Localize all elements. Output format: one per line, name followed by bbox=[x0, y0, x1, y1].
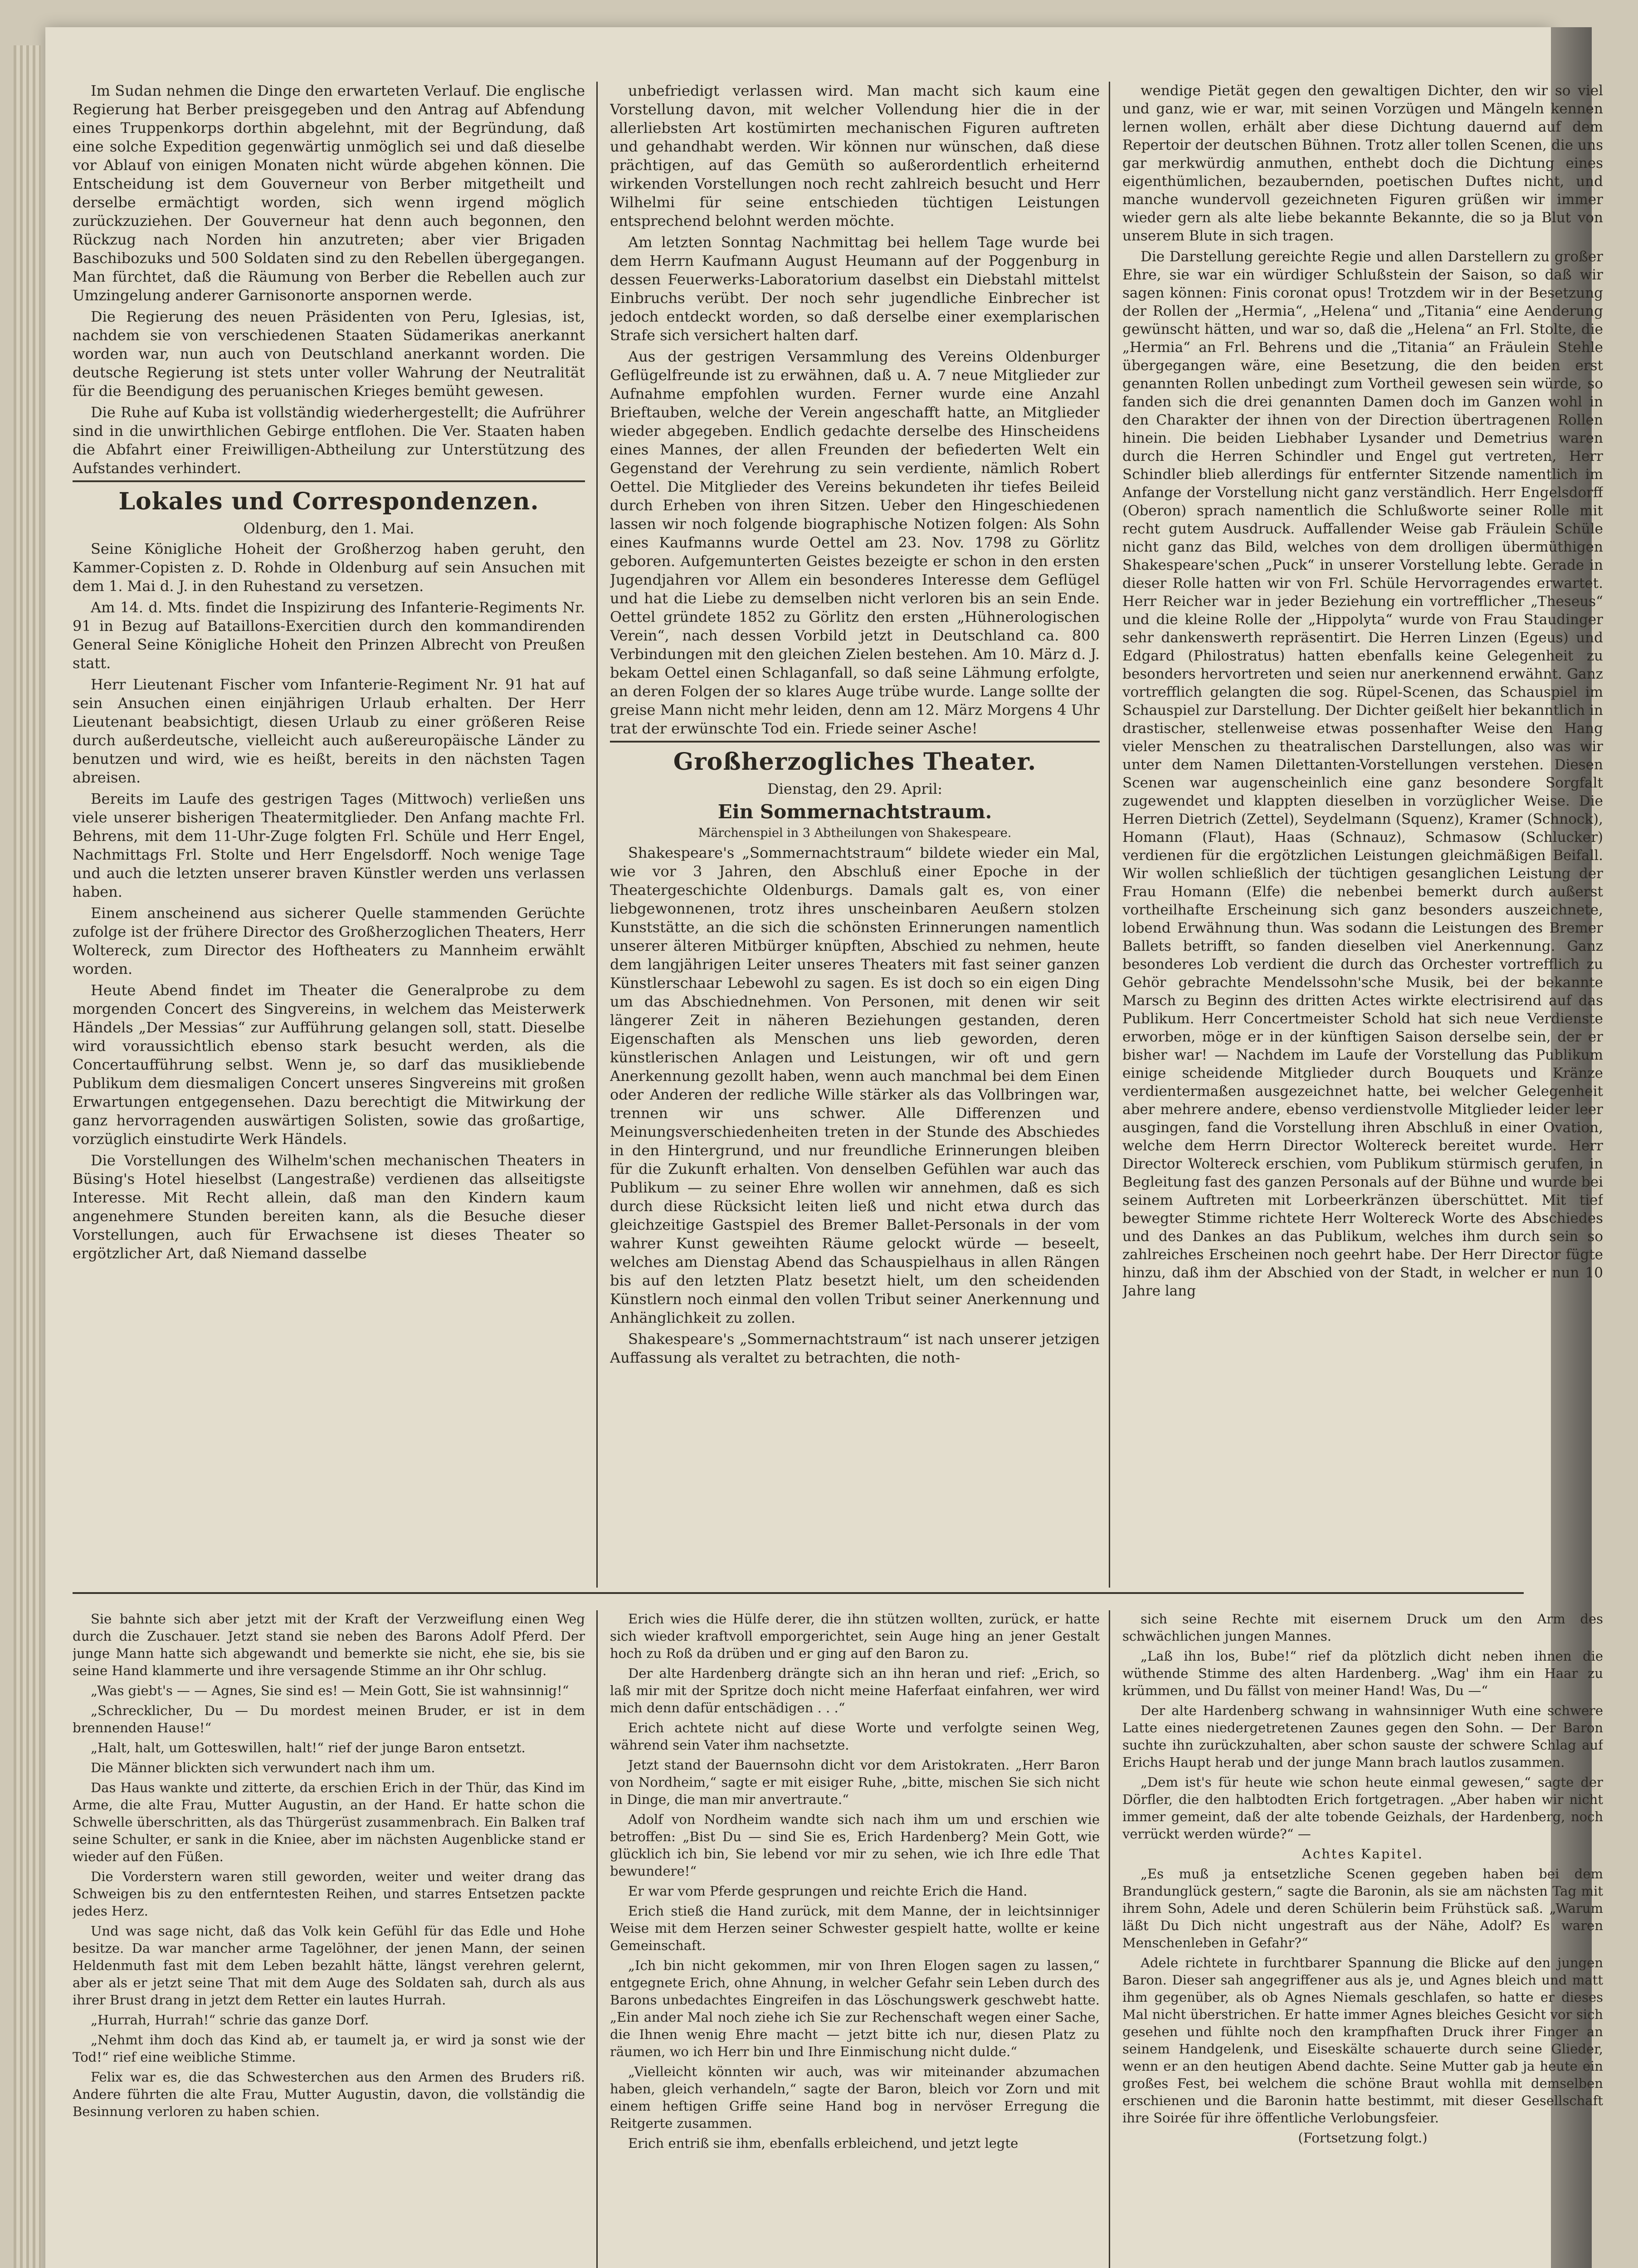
novel-paragraph: Adolf von Nordheim wandte sich nach ihm um und erschien wie betroffen: „Bist Du — sind Sie es, Erich Hardenberg? Mein Gott, wie glücklich ich bin, Sie lebend vor mir zu sehen, wie ich Ihre edle That bewundere!“ bbox=[610, 1812, 1100, 1879]
review-paragraph-4: Die Darstellung gereichte Regie und allen Darstellern zu großer Ehre, sie war ein würdiger Schlußstein der Saison, so daß wir sagen können: Finis coronat opus! Trotzdem wir in der Besetzung der Rollen der „Hermia“, „Helena“ und „Titania“ eine Aenderung gewünscht hätten, und war so, daß die „Helena“ an Frl. Stolte, die „Hermia“ an Frl. Behrens und die „Titania“ an Fräulein Stehle übergegangen wäre, eine Besetzung, die den beiden erst genannten Rollen unbedingt zum Vortheil gewesen sein würde, so fanden sich die drei genannten Damen doch im Ganzen wohl in den Charakter der ihnen von der Direction übertragenen Rollen hinein. Die beiden Liebhaber Lysander und Demetrius waren durch die Herren Schindler und Engel gut vertreten, Herr Schindler blieb allerdings für entfernter Sitzende namentlich im Anfange der Vorstellung nicht ganz verständlich. Herr Engelsdorff (Oberon) sprach namentlich die Schlußworte seiner Rolle mit recht gutem Ausdruck. Auffallender Weise gab Fräulein Schüle nicht ganz das Bild, welches von dem drolligen übermüthigen Shakespeare'schen „Puck“ in unserer Vorstellung lebte. Gerade in dieser Rolle hatten wir von Frl. Schüle Hervorragendes erwartet. Herr Reicher war in jeder Beziehung ein vortrefflicher „Theseus“ und die kleine Rolle der „Hippolyta“ wurde von Frau Staudinger sehr dankenswerth repräsentirt. Die Herren Linzen (Egeus) und Edgard (Philostratus) hatten ebenfalls keine Gelegenheit zu besonders hervortreten und seien nur anerkennend erwähnt. Ganz vortrefflich gelangten die sog. Rüpel-Scenen, das Schauspiel im Schauspiel zur Darstellung. Der Dichter geißelt hier bekanntlich in drastischer, stellenweise etwas possenhafter Weise den Hang vieler Menschen zu theatralischen Darstellungen, also was wir unter dem Namen Dilettanten-Vorstellungen verstehen. Diesen Scenen war augenscheinlich eine ganz besondere Sorgfalt zugewendet und klappten dieselben in vorzüglicher Weise. Die Herren Dietrich (Zettel), Seydelmann (Squenz), Kramer (Schnock), Homann (Flaut), Haas (Schnauz), Schmasow (Schlucker) verdienen für die ergötzlichen Leistungen gleichmäßigen Beifall. Wir wollen schließlich der tüchtigen gesanglichen Leistung der Frau Homann (Elfe) die nebenbei bemerkt durch außerst vortheilhafte Erscheinung sich ganz besonders auszeichnete, lobend Erwähnung thun. Was sodann die Leistungen des Bremer Ballets betrifft, so fanden dieselben viel Anerkennung. Ganz besonderes Lob verdient die durch das Orchester vortrefflich zu Gehör gebrachte Mendelssohn'sche Musik, bei der bekannte Marsch zu Beginn des dritten Actes wirkte electrisirend auf das Publikum. Herr Concertmeister Schold hat sich neue Verdienste erworben, möge er in der künftigen Saison derselbe sein, der er bisher war! — Nachdem im Laufe der Vorstellung das Publikum einige scheidende Mitglieder durch Bouquets und Kränze verdientermaßen ausgezeichnet hatte, bei welcher Gelegenheit aber mehrere andere, ebenso verdienstvolle Mitglieder leider leer ausgingen, fand die Vorstellung ihren Abschluß in einer Ovation, welche dem Herrn Director Woltereck bereitet wurde. Herr Director Woltereck erschien, vom Publikum stürmisch gerufen, in Begleitung fast des ganzen Personals auf der Bühne und wurde bei seinem Auftreten mit Lorbeerkränzen überschüttet. Mit tief bewegter Stimme richtete Herr Woltereck Worte des Abschiedes und des Dankes an das Publikum, welches ihm durch sein so zahlreiches Erscheinen noch geehrt habe. Der Herr Director fügte hinzu, daß ihm der Abschied von der Stadt, in welcher er nun 10 Jahre lang bbox=[1122, 249, 1603, 1299]
novel-paragraph: „Laß ihn los, Bube!“ rief da plötzlich dicht neben ihnen die wüthende Stimme des alten Hardenberg. „Wag' ihm ein Haar zu krümmen, und Du fällst von meiner Hand! Was, Du —“ bbox=[1122, 1648, 1603, 1698]
article-gefluegelfreunde: Aus der gestrigen Versammlung des Vereins Oldenburger Geflügelfreunde ist zu erwähnen, daß u. A. 7 neue Mitglieder zur Aufnahme empfohlen wurden. Ferner wurde eine Anzahl Brieftauben, welche der Verein angeschafft hatte, an Mitglieder wieder abgegeben. Endlich gedachte derselbe des Hinscheidens eines Mannes, der allen Freunden der befiederten Welt ein Gegenstand der Verehrung zu sein verdiente, nämlich Robert Oettel. Die Mitglieder des Vereins bekundeten ihr tiefes Beileid durch Erheben von ihren Sitzen. Ueber den Hingeschiedenen lassen wir noch folgende biographische Notizen folgen: Als Sohn eines Kaufmanns wurde Oettel am 23. Nov. 1798 zu Görlitz geboren. Aufgemunterten Geistes bezeigte er schon in den ersten Jugendjahren vor Allem ein besonderes Interesse dem Geflügel und hat die Liebe zu demselben nicht verloren bis an sein Ende. Oettel gründete 1852 zu Görlitz den ersten „Hühnerologischen Verein“, nach dessen Vorbild jetzt in Deutschland ca. 800 Verbindungen mit den gleichen Zielen bestehen. Am 10. März d. J. bekam Oettel einen Schlaganfall, so daß seine Lähmung erfolgte, an deren Folgen der so klares Auge trübe wurde. Lange sollte der greise Mann nicht mehr leiden, denn am 12. März Morgens 4 Uhr trat der erwünschte Tod ein. Friede seiner Asche! bbox=[610, 348, 1100, 737]
novel-paragraph: „Schrecklicher, Du — Du mordest meinen Bruder, er ist in dem brennenden Hause!“ bbox=[73, 1703, 585, 1735]
dateline: Oldenburg, den 1. Mai. bbox=[243, 520, 414, 537]
novel-paragraph: Erich stieß die Hand zurück, mit dem Manne, der in leichtsinniger Weise mit dem Herzen seiner Schwester gespielt hatte, wollte er keine Gemeinschaft. bbox=[610, 1903, 1100, 1953]
article-inspizirung: Am 14. d. Mts. findet die Inspizirung des Infanterie-Regiments Nr. 91 in Bezug auf Bataillons-Exercitien durch den kommandirenden General Seine Königliche Hoheit den Prinzen Albrecht von Preußen statt. bbox=[73, 599, 585, 672]
novel-paragraph: Erich wies die Hülfe derer, die ihn stützen wollten, zurück, er hatte sich wieder kraftvoll emporgerichtet, sein Auge hing an jener Gestalt hoch zu Roß da drüben und er ging auf den Baron zu. bbox=[610, 1611, 1100, 1661]
novel-paragraph: Und was sage nicht, daß das Volk kein Gefühl für das Edle und Hohe besitze. Da war mancher arme Tagelöhner, der jenen Mann, der seinen Heldenmuth fast mit dem Leben bezahlt hätte, längst verehren gelernt, aber als er jetzt seine That mit dem Auge des Soldaten sah, durch als aus ihrer Brust drang in jetzt dem Retter ein lautes Hurrah. bbox=[73, 1923, 585, 2008]
left-column bbox=[73, 82, 585, 1579]
novel-paragraph: „Nehmt ihm doch das Kind ab, er taumelt ja, er wird ja sonst wie der Tod!“ rief eine weibliche Stimme. bbox=[73, 2032, 585, 2065]
novel-paragraph: Adele richtete in furchtbarer Spannung die Blicke auf den jungen Baron. Dieser sah angegriffener aus als je, und Agnes bleich und matt ihm gegenüber, als ob Agnes Niemals geschlafen, so hatte er dieses Mal nicht überstrichen. Er hatte immer Agnes bleiches Gesicht vor sich gesehen und fühlte noch den krampfhaften Druck ihrer Finger an seinem Handgelenk, und Eiseskälte schauerte durch seine Glieder, wenn er an den heutigen Abend dachte. Seine Mutter gab ja heute ein großes Fest, bei welchem die schöne Braut wohlla mit demselben erschienen und die Baronin hatte bestimmt, mit dieser Gesellschaft ihre Soirée für ihre öffentliche Verlobungsfeier. bbox=[1122, 1955, 1603, 2126]
novel-paragraph: „Dem ist's für heute wie schon heute einmal gewesen,“ sagte der Dörfler, die den halbtodten Erich fortgetragen. „Aber haben wir nicht immer gemeint, daß der alte tobende Geizhals, der Hardenberg, noch verrückt werden würde?“ — bbox=[1122, 1774, 1603, 1842]
theater-date: Dienstag, den 29. April: bbox=[767, 780, 943, 797]
feuilleton-rule-2 bbox=[1109, 1610, 1110, 2268]
article-theatermitglieder: Bereits im Laufe des gestrigen Tages (Mittwoch) verließen uns viele unserer bisherigen Theatermitglieder. Den Anfang machte Frl. Behrens, mit dem 11-Uhr-Zuge folgten Frl. Schüle und Herr Engel, Nachmittags Frl. Stolte und Herr Engelsdorff. Noch wenige Tage und auch die letzten unserer braven Künstler werden uns verlassen haben. bbox=[73, 790, 585, 900]
novel-paragraph: „Halt, halt, um Gotteswillen, halt!“ rief der junge Baron entsetzt. bbox=[91, 1740, 526, 1755]
play-title: Ein Sommernachtstraum. bbox=[717, 801, 992, 823]
feuilleton-separator bbox=[73, 1592, 1524, 1594]
newspaper-page bbox=[45, 27, 1603, 2268]
continuation-note: (Fortsetzung folgt.) bbox=[1298, 2130, 1428, 2146]
novel-paragraph: Erich achtete nicht auf diese Worte und verfolgte seinen Weg, während sein Vater ihm nachsetzte. bbox=[610, 1720, 1100, 1753]
article-sudan: Im Sudan nehmen die Dinge den erwarteten Verlauf. Die englische Regierung hat Berber preisgegeben und den Antrag auf Abfendung eines Truppenkorps dorthin abgelehnt, mit der Begründung, daß eine solche Expedition gegenwärtig unmöglich sei und daß dieselbe vor Ablauf von einigen Monaten nicht würde abgehen können. Die Entscheidung ist dem Gouverneur von Berber mitgetheilt und derselbe ermächtigt worden, sich wenn irgend möglich zurückzuziehen. Der Gouverneur hat denn auch begonnen, den Rückzug nach Norden hin anzutreten; aber vier Brigaden Baschibozuks und 500 Soldaten sind zu den Rebellen übergegangen. Man fürchtet, daß die Räumung von Berber die Rebellen auch zur Umzingelung anderer Garnisonorte anspornen werde. bbox=[73, 82, 585, 304]
novel-paragraph: Die Männer blickten sich verwundert nach ihm um. bbox=[91, 1760, 435, 1775]
section-rule bbox=[73, 480, 585, 482]
review-paragraph-3: wendige Pietät gegen den gewaltigen Dichter, den wir so viel und ganz, wie er war, mit seinen Vorzügen und Mängeln kennen lernen wollen, erhält aber diese Dichtung dauernd auf dem Repertoir der deutschen Bühnen. Trotz aller tollen Scenen, die uns gar merkwürdig anmuthen, enthebt doch die Dichtung eines eigenthümlichen, bezaubernden, poetischen Duftes nicht, und manche wundervoll gezeichneten Figuren grüßen wir immer wieder gern als alte liebe bekannte Bekannte, die so ja Blut von unserem Blute in sich tragen. bbox=[1122, 83, 1603, 244]
novel-paragraph: „Vielleicht könnten wir auch, was wir miteinander abzumachen haben, gleich verhandeln,“ sagte der Baron, bleich vor Zorn und mit einem heftigen Griffe seine Hand bog in nervöser Erregung die Reitgerte zusammen. bbox=[610, 2064, 1100, 2131]
feuilleton-column-1 bbox=[73, 1610, 585, 2268]
novel-paragraph: Jetzt stand der Bauernsohn dicht vor dem Aristokraten. „Herr Baron von Nordheim,“ sagte er mit eisiger Ruhe, „bitte, mischen Sie sich nicht in Dinge, die man mir anvertraute.“ bbox=[610, 1757, 1100, 1807]
novel-paragraph: Der alte Hardenberg schwang in wahnsinniger Wuth eine schwere Latte eines niedergetretenen Zaunes gegen den Sohn. — Der Baron suchte ihn zurückzuhalten, aber schon sauste der schwere Schlag auf Erichs Haupt herab und der junge Mann brach lautlos zusammen. bbox=[1122, 1703, 1603, 1770]
novel-paragraph: „Es muß ja entsetzliche Scenen gegeben haben bei dem Brandunglück gestern,“ sagte die Baronin, als sie am nächsten Tag mit ihrem Sohn, Adele und deren Schülerin beim Frühstück saß. „Warum läßt Du Dich nicht ungestraft aus der Nähe, Adolf? Es waren Menschenleben in Gefahr?“ bbox=[1122, 1866, 1603, 1950]
play-subtitle: Märchenspiel in 3 Abtheilungen von Shakespeare. bbox=[698, 826, 1012, 840]
article-kuba: Die Ruhe auf Kuba ist vollständig wiederhergestellt; die Aufrührer sind in die unwirthlichen Gebirge entflohen. Die Ver. Staaten haben die Abfahrt einer Freiwilligen-Abtheilung zur Unterstützung des Aufstandes verhindert. bbox=[73, 404, 585, 477]
novel-paragraph: „Hurrah, Hurrah!“ schrie das ganze Dorf. bbox=[91, 2012, 369, 2028]
novel-paragraph: Die Vorderstern waren still geworden, weiter und weiter drang das Schweigen bis zu den entferntesten Reihen, und starres Entsetzen packte jedes Herz. bbox=[73, 1869, 585, 1919]
novel-paragraph: „Was giebt's — — Agnes, Sie sind es! — Mein Gott, Sie ist wahnsinnig!“ bbox=[91, 1683, 569, 1698]
novel-paragraph: Erich entriß sie ihm, ebenfalls erbleichend, und jetzt legte bbox=[628, 2136, 1019, 2151]
novel-paragraph: Er war vom Pferde gesprungen und reichte Erich die Hand. bbox=[628, 1883, 1028, 1899]
section-title-lokales: Lokales und Correspondenzen. bbox=[118, 488, 539, 515]
novel-paragraph: „Ich bin nicht gekommen, mir von Ihren Elogen sagen zu lassen,“ entgegnete Erich, ohne Ahnung, in welcher Gefahr sein Leben durch des Barons unbedachtes Eingreifen in das Löschungswerk geschwebt hatte. „Ein ander Mal noch ziehe ich Sie zur Rechenschaft wegen einer Sache, die Ihnen wenig Ehre macht — jetzt bitte ich nur, diesen Platz zu räumen, wo ich Herr bin und Ihre Einmischung nicht dulde.“ bbox=[610, 1958, 1100, 2059]
feuilleton-column-2 bbox=[610, 1610, 1100, 2268]
novel-paragraph: sich seine Rechte mit eisernem Druck um den Arm des schwächlichen jungen Mannes. bbox=[1122, 1611, 1603, 1644]
feuilleton-rule-1 bbox=[596, 1610, 598, 2268]
theater-rule bbox=[610, 741, 1100, 743]
novel-paragraph: Felix war es, die das Schwesterchen aus den Armen des Bruders riß. Andere führten die alte Frau, Mutter Augustin, davon, die vollständig die Besinnung verloren zu haben schien. bbox=[73, 2069, 585, 2119]
section-title-theater: Großherzogliches Theater. bbox=[673, 748, 1037, 776]
middle-column bbox=[610, 82, 1100, 1579]
chapter-heading: Achtes Kapitel. bbox=[1302, 1846, 1424, 1862]
article-generalprobe: Heute Abend findet im Theater die Generalprobe zu dem morgenden Concert des Singvereins, in welchem das Meisterwerk Händels „Der Messias“ zur Aufführung gelangen soll, statt. Dieselbe wird voraussichtlich ebenso stark besucht werden, als die Concertaufführung selbst. Wenn je, so darf das musikliebende Publikum dem diesmaligen Concert unseres Singvereins mit großen Erwartungen entgegensehen. Dazu berechtigt die Mitwirkung der ganz hervorragenden auswärtigen Solisten, sowie das großartige, vorzüglich einstudirte Werk Händels. bbox=[73, 982, 585, 1148]
right-column bbox=[1122, 82, 1603, 1579]
novel-paragraph: Sie bahnte sich aber jetzt mit der Kraft der Verzweiflung einen Weg durch die Zuschauer. Jetzt stand sie neben des Barons Adolf Pferd. Der junge Mann hatte sich abgewandt und bemerkte sie nicht, ehe sie, bis sie seine Hand klammerte und ihre versagende Stimme an ihr Ohr schlug. bbox=[73, 1611, 585, 1678]
article-mechanisches-theater: Die Vorstellungen des Wilhelm'schen mechanischen Theaters in Büsing's Hotel hieselbst (Langestraße) verdienen das allseitigste Interesse. Mit Recht allein, daß man den Kindern kaum angenehmere Stunden bereiten kann, als die Besuche dieser Vorstellungen, auch für Erwachsene ist dieses Theater so ergötzlicher Art, daß Niemand dasselbe bbox=[73, 1152, 585, 1262]
article-urlaub: Herr Lieutenant Fischer vom Infanterie-Regiment Nr. 91 hat auf sein Ansuchen einen einjährigen Urlaub erhalten. Der Herr Lieutenant beabsichtigt, diesen Urlaub zu einer größeren Reise durch außerdeutsche, vielleicht auch außereuropäische Länder zu benutzen und wird, wie es heißt, bereits in den nächsten Tagen abreisen. bbox=[73, 676, 585, 786]
column-rule-1 bbox=[596, 82, 598, 1588]
review-paragraph-2: Shakespeare's „Sommernachtstraum“ ist nach unserer jetzigen Auffassung als veraltet zu betrachten, die noth- bbox=[610, 1330, 1100, 1366]
article-mechanisches-theater-cont: unbefriedigt verlassen wird. Man macht sich kaum eine Vorstellung davon, mit welcher Vollendung hier die in der allerliebsten Art kostümirten mechanischen Figuren auftreten und gehandhabt werden. Wir können nur wünschen, daß diese prächtigen, auf das Gemüth so außerordentlich erheiternd wirkenden Vorstellungen noch recht zahlreich besucht und Herr Wilhelmi für seine entschieden tüchtigen Leistungen entsprechend belohnt werden möchte. bbox=[610, 82, 1100, 230]
article-grossherzog: Seine Königliche Hoheit der Großherzog haben geruht, den Kammer-Copisten z. D. Rohde in Oldenburg auf sein Ansuchen mit dem 1. Mai d. J. in den Ruhestand zu versetzen. bbox=[73, 540, 585, 595]
novel-paragraph: Das Haus wankte und zitterte, da erschien Erich in der Thür, das Kind im Arme, die alte Frau, Mutter Augustin, an der Hand. Er hatte schon die Schwelle überschritten, als das Thürgerüst zusammenbrach. Ein Balken traf seine Schulter, er sank in die Kniee, aber im nächsten Augenblicke stand er wieder auf den Füßen. bbox=[73, 1780, 585, 1864]
column-rule-2 bbox=[1109, 82, 1110, 1588]
article-diebstahl: Am letzten Sonntag Nachmittag bei hellem Tage wurde bei dem Herrn Kaufmann August Heumann auf der Poggenburg in dessen Feuerwerks-Laboratorium daselbst ein Diebstahl mittelst Einbruchs verübt. Der noch sehr jugendliche Einbrecher ist jedoch entdeckt worden, so daß derselbe einer exemplarischen Strafe sich versichert halten darf. bbox=[610, 234, 1100, 344]
feuilleton-column-3 bbox=[1122, 1610, 1603, 2268]
article-woltereck: Einem anscheinend aus sicherer Quelle stammenden Gerüchte zufolge ist der frühere Director des Großherzoglichen Theaters, Herr Woltereck, zum Director des Hoftheaters zu Mannheim erwählt worden. bbox=[73, 904, 585, 978]
novel-paragraph: Der alte Hardenberg drängte sich an ihn heran und rief: „Erich, so laß mir mit der Spritze doch nicht meine Haferfaat einfahren, wer wird mich denn dafür entschädigen . . .“ bbox=[610, 1666, 1100, 1716]
review-paragraph-1: Shakespeare's „Sommernachtstraum“ bildete wieder ein Mal, wie vor 3 Jahren, den Abschluß einer Epoche in der Theatergeschichte Oldenburgs. Damals galt es, von einer liebgewonnenen, trotz ihres unscheinbaren Aeußern stolzen Kunststätte, an die sich die schönsten Erinnerungen namentlich unserer älteren Mitbürger knüpften, Abschied zu nehmen, heute dem langjährigen Leiter unseres Theaters mit fast seiner ganzen Künstlerschaar Lebewohl zu sagen. Es ist doch so ein eigen Ding um das Abschiednehmen. Von Personen, mit denen wir seit längerer Zeit in näheren Beziehungen gestanden, deren Eigenschaften als Menschen uns lieb geworden, deren künstlerischen Anlagen und Leistungen, wir oft und gern Anerkennung gezollt haben, wenn auch manchmal bei dem Einen oder Anderen der redliche Wille stärker als das Vollbringen war, trennen wir uns schwer. Alle Differenzen und Meinungsverschiedenheiten treten in der Stunde des Abschiedes in den Hintergrund, und nur freundliche Erinnerungen bleiben für die Zukunft erhalten. Von denselben Gefühlen war auch das Publikum — zu seiner Ehre wollen wir annehmen, daß es sich durch diese Rücksicht leiten ließ und nicht etwa durch das gleichzeitige Gastspiel des Bremer Ballet-Personals in der vom wahrer Kunst geweihten Räume gelockt würde — beseelt, welches am Dienstag Abend das Schauspielhaus in allen Rängen bis auf den letzten Platz besetzt hielt, um den scheidenden Künstlern noch einmal den vollen Tribut seiner Anerkennung und Anhänglichkeit zu zollen. bbox=[610, 844, 1100, 1326]
article-peru: Die Regierung des neuen Präsidenten von Peru, Iglesias, ist, nachdem sie von verschiedenen Staaten Südamerikas anerkannt worden war, nun auch von Deutschland anerkannt worden. Die deutsche Regierung ist stets unter voller Wahrung der Neutralität für die Beendigung des peruanischen Krieges bemüht gewesen. bbox=[73, 308, 585, 400]
